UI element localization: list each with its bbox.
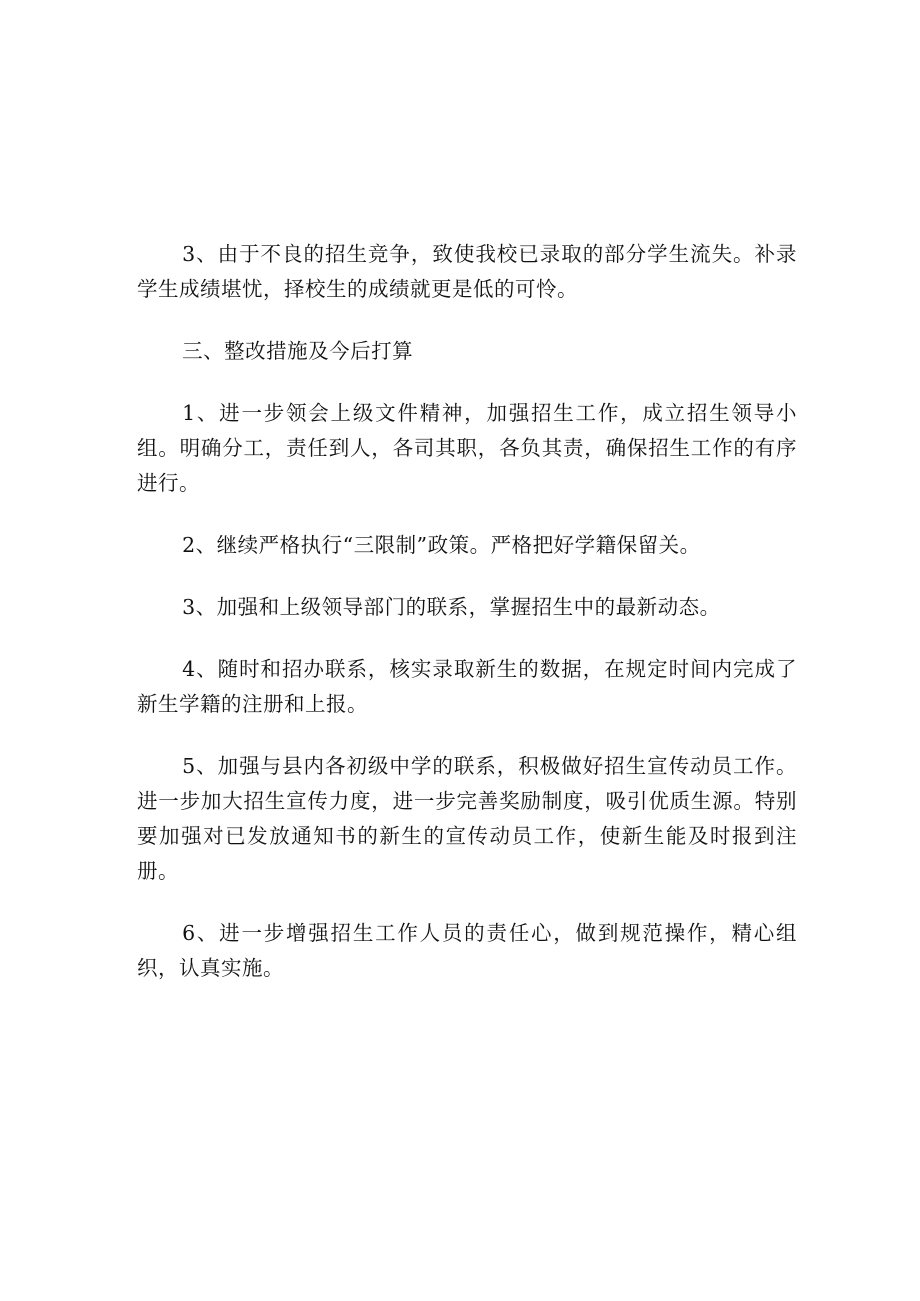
section-heading: 三、整改措施及今后打算 [182, 339, 414, 363]
paragraph-measure-5: 5、加强与县内各初级中学的联系，积极做好招生宣传动员工作。进一步加大招生宣传力度，进一步完善奖励制度，吸引优质生源。特别要加强对已发放通知书的新生的宣传动员工作，使新生能及时报到注册。 [137, 754, 797, 883]
paragraph-measure-2: 2、继续严格执行“三限制”政策。严格把好学籍保留关。 [182, 533, 701, 557]
paragraph-measure-6: 6、进一步增强招生工作人员的责任心，做到规范操作，精心组织，认真实施。 [137, 921, 797, 980]
paragraph-measure-1: 1、进一步领会上级文件精神，加强招生工作，成立招生领导小组。明确分工，责任到人，各司其职，各负其责，确保招生工作的有序进行。 [137, 401, 797, 495]
paragraph-measure-3: 3、加强和上级领导部门的联系，掌握招生中的最新动态。 [182, 595, 721, 619]
paragraph-measure-4: 4、随时和招办联系，核实录取新生的数据，在规定时间内完成了新生学籍的注册和上报。 [137, 657, 797, 716]
document-body [137, 237, 797, 1013]
paragraph-item-3-loss: 3、由于不良的招生竞争，致使我校已录取的部分学生流失。补录学生成绩堪忧，择校生的成绩就更是低的可怜。 [137, 242, 797, 301]
